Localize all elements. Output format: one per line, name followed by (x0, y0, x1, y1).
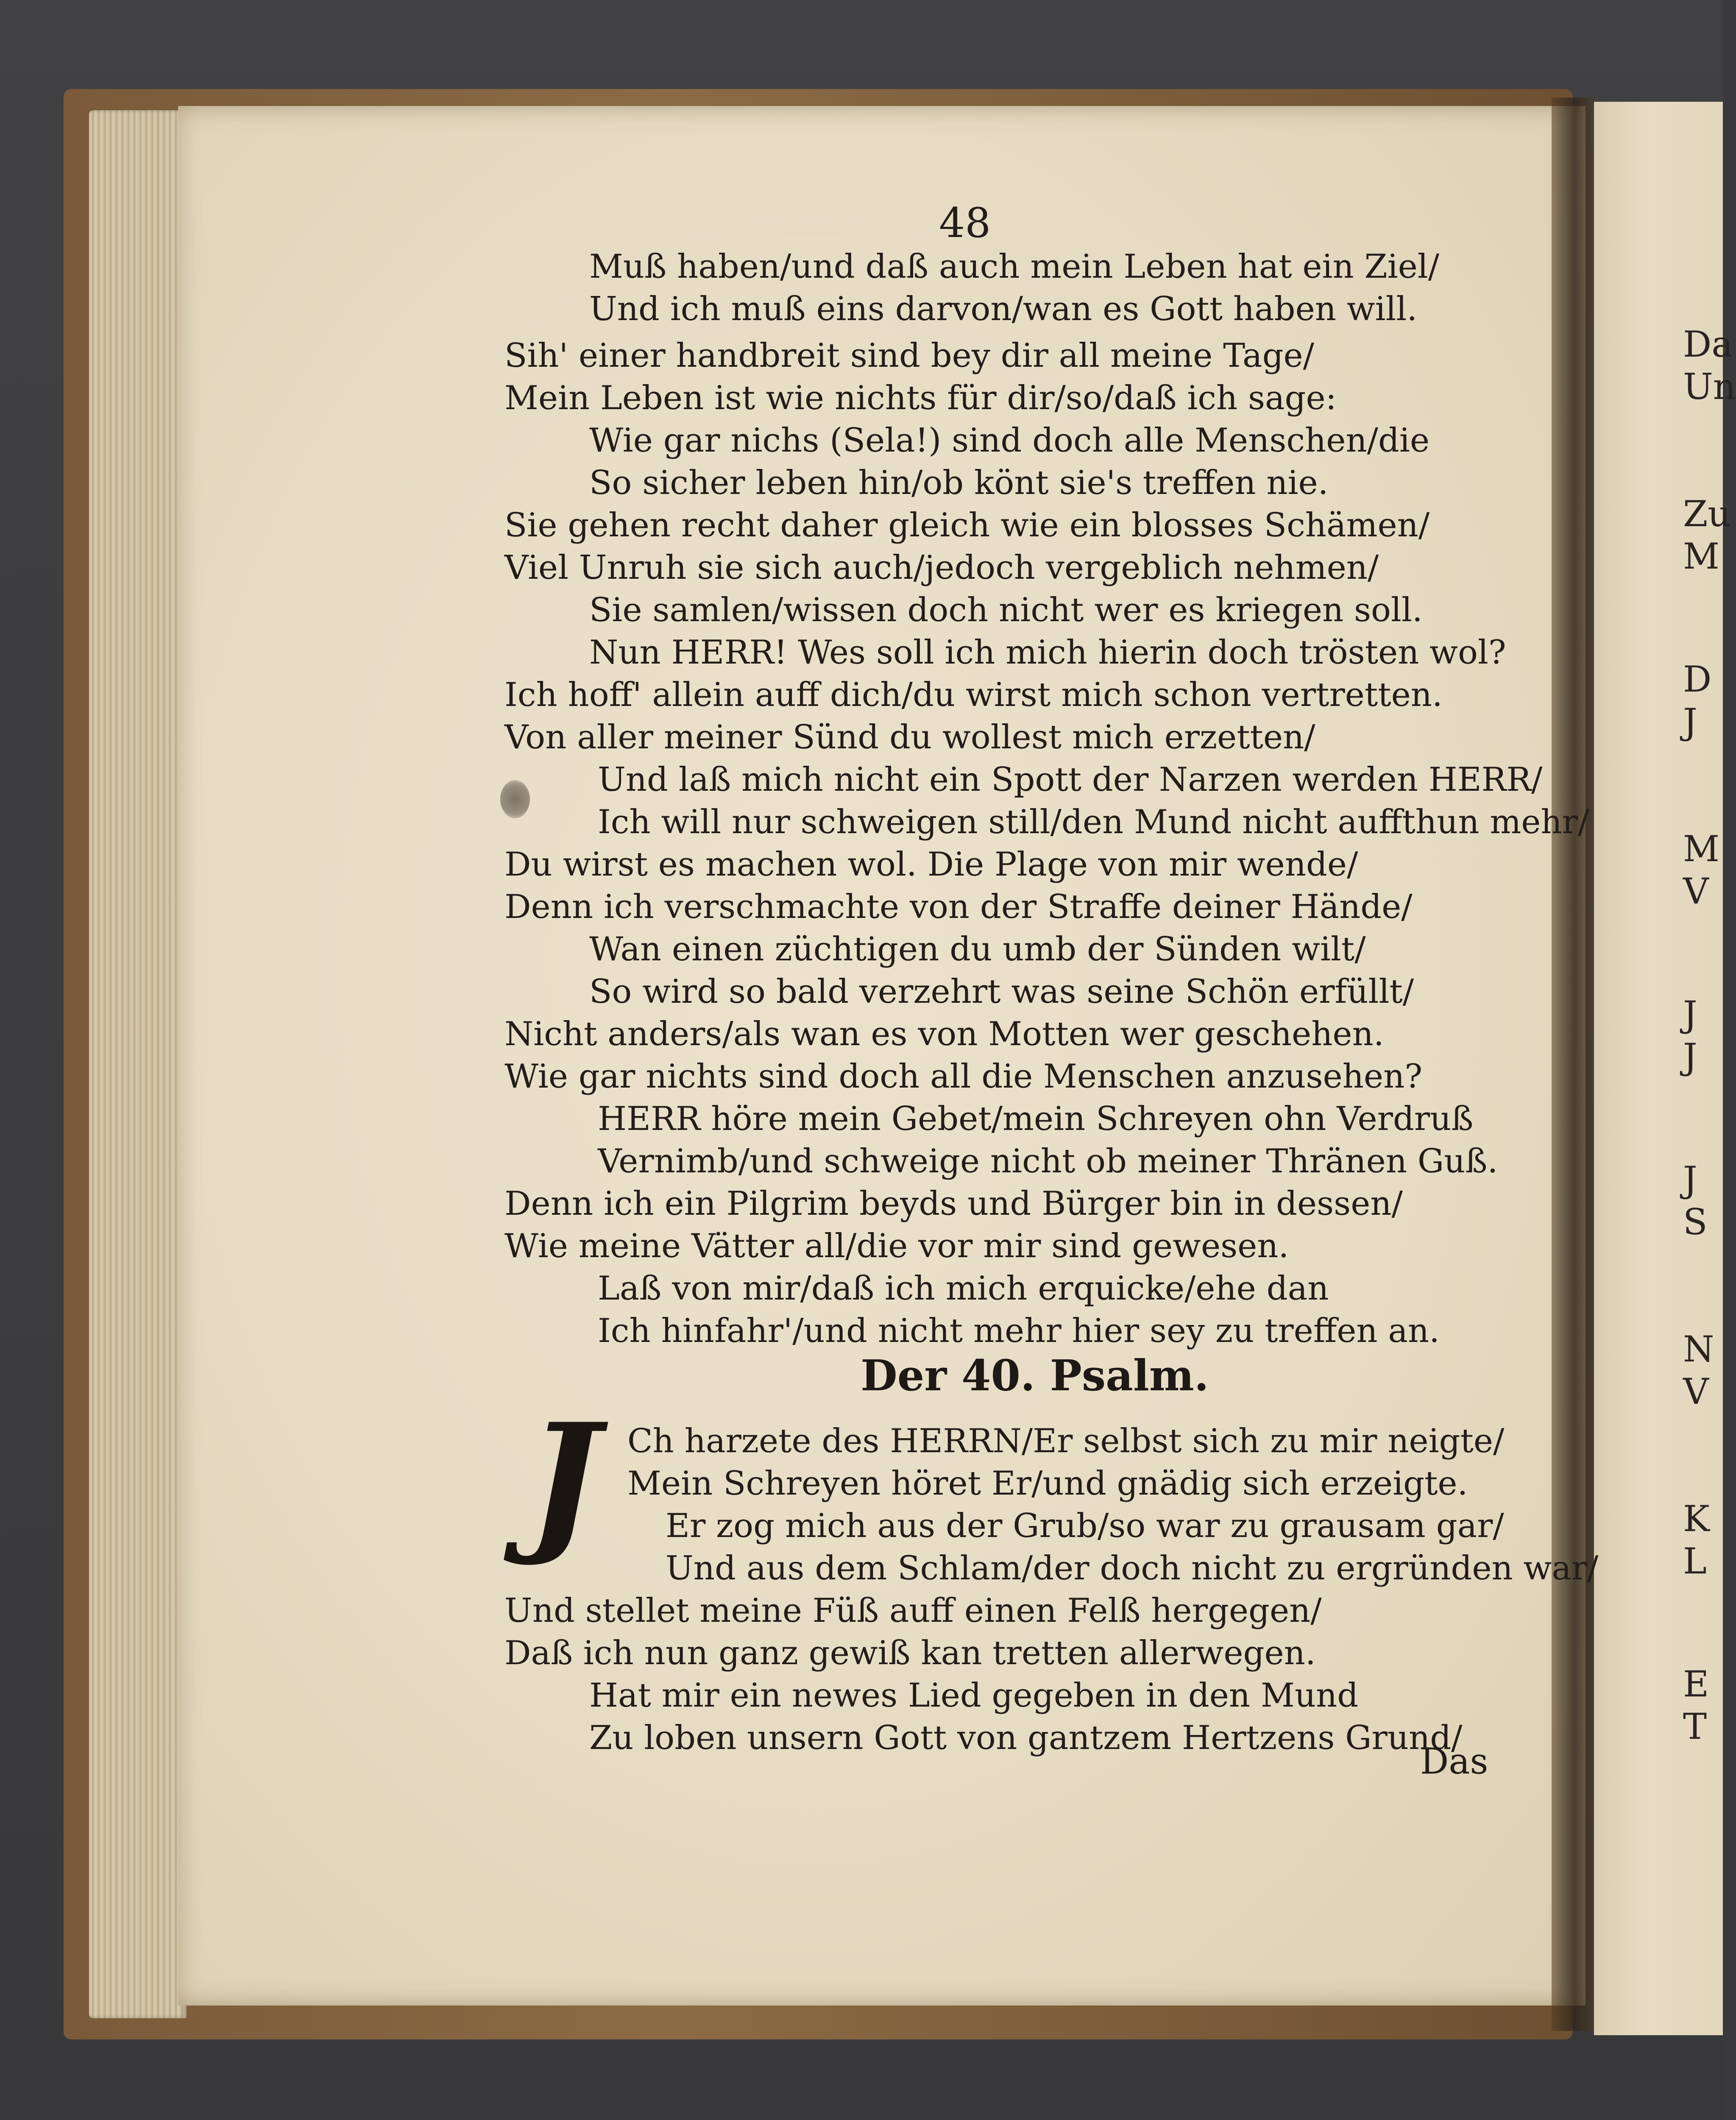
verse-line: Ich hinfahr'/und nicht mehr hier sey zu treffen an. (598, 1312, 1440, 1350)
psalm-line: Daß ich nun ganz gewiß kan tretten allerwegen. (504, 1634, 1316, 1672)
psalm-line: Mein Schreyen höret Er/und gnädig sich erzeigte. (627, 1464, 1468, 1503)
verse-line: Viel Unruh sie sich auch/jedoch vergeblich nehmen/ (504, 549, 1379, 587)
verse-line: Laß von mir/daß ich mich erquicke/ehe dan (598, 1269, 1329, 1308)
next-page-fragment: M (1683, 828, 1720, 870)
verse-line: Sie gehen recht daher gleich wie ein blosses Schämen/ (504, 506, 1430, 544)
verse-line: Wie gar nichs (Sela!) sind doch alle Menschen/die (589, 421, 1429, 460)
next-page-fragment: J (1683, 1159, 1697, 1200)
verse-line: Sie samlen/wissen doch nicht wer es kriegen soll. (589, 591, 1423, 629)
verse-line: Denn ich ein Pilgrim beyds und Bürger bin in dessen/ (504, 1185, 1403, 1223)
next-page-fragment: V (1683, 1371, 1709, 1412)
verse-line: Nun HERR! Wes soll ich mich hierin doch trösten wol? (589, 633, 1506, 672)
psalm-line: Ch harzete des HERRN/Er selbst sich zu mir neigte/ (627, 1422, 1505, 1460)
next-page-fragment: E (1683, 1663, 1709, 1705)
verse-line: Mein Leben ist wie nichts für dir/so/daß ich sage: (504, 379, 1337, 417)
page-edges (89, 110, 187, 2018)
drop-initial: J (527, 1390, 600, 1569)
psalm-line: Hat mir ein newes Lied gegeben in den Mund (589, 1676, 1359, 1715)
verse-line: Wan einen züchtigen du umb der Sünden wilt/ (589, 930, 1366, 968)
verse-line: HERR höre mein Gebet/mein Schreyen ohn Verdruß (598, 1100, 1474, 1138)
verse-line: Denn ich verschmachte von der Straffe deiner Hände/ (504, 888, 1413, 926)
next-page-fragment: M (1683, 536, 1720, 577)
next-page-fragment: V (1683, 870, 1709, 912)
next-page-fragment: N (1683, 1328, 1714, 1370)
psalm-heading: Der 40. Psalm. (861, 1350, 1209, 1400)
psalm-line: Zu loben unsern Gott von gantzem Hertzens Grund/ (589, 1719, 1463, 1757)
ink-stain (500, 780, 530, 818)
catchword: Das (1420, 1741, 1488, 1782)
next-page-fragment: J (1683, 1036, 1697, 1077)
verse-line: Nicht anders/als wan es von Motten wer geschehen. (504, 1015, 1384, 1053)
next-page-fragment: T (1683, 1706, 1707, 1747)
verse-line: Du wirst es machen wol. Die Plage von mir wende/ (504, 845, 1358, 884)
next-page-fragment: J (1683, 701, 1697, 742)
next-page-fragment: K (1683, 1498, 1710, 1540)
next-page-fragment: D (1683, 658, 1712, 700)
verse-line: Ich will nur schweigen still/den Mund nicht auffthun mehr/ (598, 803, 1589, 841)
verse-line: Wie meine Vätter all/die vor mir sind gewesen. (504, 1227, 1289, 1265)
verse-line: So sicher leben hin/ob könt sie's treffen nie. (589, 464, 1329, 502)
next-page-fragment: S (1683, 1201, 1708, 1243)
next-page-fragment: Un (1683, 366, 1736, 407)
book-gutter (1552, 98, 1598, 2031)
verse-line: Wie gar nichts sind doch all die Menschen anzusehen? (504, 1057, 1423, 1096)
verse-line: Von aller meiner Sünd du wollest mich erzetten/ (504, 718, 1315, 756)
verse-line: Sih' einer handbreit sind bey dir all meine Tage/ (504, 337, 1314, 375)
next-page-fragment: J (1683, 993, 1697, 1035)
verse-line: So wird so bald verzehrt was seine Schön erfüllt/ (589, 973, 1414, 1011)
verse-line: Und laß mich nicht ein Spott der Narzen werden HERR/ (598, 761, 1543, 799)
right-page-fragment (1594, 102, 1736, 2035)
verse-line: Muß haben/und daß auch mein Leben hat ein Ziel/ (589, 248, 1440, 286)
next-page-fragment: Da (1683, 324, 1733, 365)
next-page-fragment: Zu (1683, 493, 1731, 535)
psalm-line: Er zog mich aus der Grub/so war zu grausam gar/ (666, 1507, 1504, 1545)
next-page-fragment: L (1683, 1540, 1707, 1582)
page-number: 48 (939, 199, 991, 247)
verse-line: Ich hoff' allein auff dich/du wirst mich schon vertretten. (504, 676, 1443, 714)
psalm-line: Und stellet meine Füß auff einen Felß hergegen/ (504, 1592, 1322, 1630)
verse-line: Und ich muß eins darvon/wan es Gott haben will. (589, 290, 1418, 328)
verse-line: Vernimb/und schweige nicht ob meiner Thränen Guß. (598, 1142, 1498, 1180)
psalm-line: Und aus dem Schlam/der doch nicht zu ergründen war/ (666, 1549, 1599, 1587)
